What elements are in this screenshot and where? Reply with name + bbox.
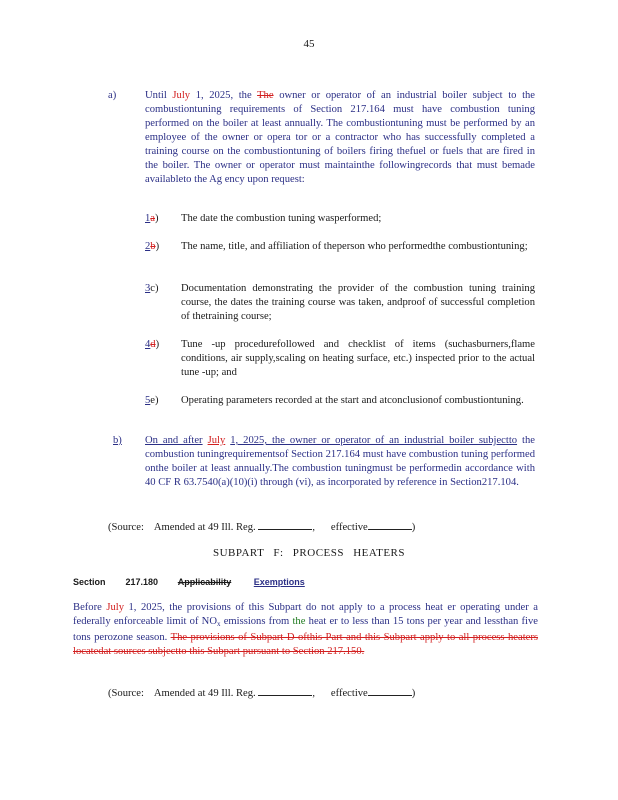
source-2-effective-blank	[368, 685, 412, 696]
item-4-number: 4	[145, 339, 151, 350]
subpart-heading: SUBPART F: PROCESS HEATERS	[212, 547, 406, 559]
section-b-paragraph	[145, 434, 535, 490]
source-2-comma: ,	[312, 688, 316, 699]
item-5-text: Operating parameters recorded at the start and atconclusionof combustiontuning.	[181, 395, 524, 406]
section-a-label: a)	[108, 90, 117, 101]
exemption-text-1: 1, 2025, the provisions of this Subpart do not apply to a process heat er operating under a federally enforceable limit of NO	[73, 602, 538, 627]
item-4-old-letter: d	[150, 339, 156, 350]
item-3-text: Documentation demonstrating the provider of the combustion tuning training course, the dates the training course was taken, andproof of successful completion of thetraining course;	[181, 283, 535, 322]
section-a-date-rest: 1, 2025, the	[195, 90, 252, 101]
item-2-number: 2	[145, 241, 151, 252]
item-5-paren: e)	[150, 395, 159, 406]
exemption-text-2: emissions from	[223, 616, 290, 627]
item-2-old-letter: b	[150, 241, 156, 252]
source-1-prefix: (Source:	[108, 522, 144, 533]
item-5-number: 5	[145, 395, 151, 406]
section-heading-label: Section	[73, 577, 106, 587]
source-1-close: )	[411, 522, 416, 533]
exemption-struck-text: The provisions of Subpart D ofthis Part and this Subpart apply to all process heaters locatedat sources subjectto this Subpart pursuant to Section 217.150.	[73, 632, 539, 657]
source-1-register-blank	[258, 519, 312, 530]
source-2-close: )	[411, 688, 416, 699]
source-1-text: Amended at 49 Ill. Reg.	[153, 522, 256, 533]
item-1-old-letter: a	[150, 213, 155, 224]
source-1-comma: ,	[312, 522, 316, 533]
section-a-until: Until	[145, 90, 167, 101]
item-1-number: 1	[145, 213, 151, 224]
source-2-effective: effective	[330, 688, 368, 699]
source-note-1	[108, 519, 538, 535]
section-b-body: the combustion tuningrequirementsof Section 217.164 must have combustion tuning performed onthe boiler at least annually.The combustion tuningmust be performedin accordance with 40 CF R 63.7540(a)(10)(i) through (vi), as incorporated by reference in Section217.104.	[145, 435, 535, 488]
section-a-body: owner or operator of an industrial boiler subject to the combustiontuning requirements of Section 217.164 must have combustion tuning performed on the boiler at least annually. The combustiontuning must be performed by an employee of the owner or opera tor or a contractor who has successfully completed a training course on the combustiontuning of boilers firing thefuel or fuels that are fired in the boiler. The owner or operator must maintainthe followingrecords that must bemade availableto the Ag ency upon request:	[145, 90, 536, 185]
page-number: 45	[303, 38, 315, 50]
section-b-on-and-after: On and after	[145, 435, 203, 446]
exemption-text-3: heat er to less than 15 tons per year and lessthan five tons perozone season.	[73, 616, 538, 643]
item-1-paren: )	[155, 213, 159, 224]
item-2-text: The name, title, and affiliation of theperson who performedthe combustiontuning;	[181, 241, 528, 252]
section-a-date-inserted: July	[172, 90, 191, 101]
source-2-prefix: (Source:	[108, 688, 144, 699]
section-heading-number: 217.180	[125, 577, 159, 587]
section-a-paragraph	[145, 89, 535, 187]
exemption-nox-subscript: x	[216, 620, 221, 628]
exemption-date-inserted: July	[106, 602, 124, 613]
source-2-text: Amended at 49 Ill. Reg.	[153, 688, 256, 699]
item-3-paren: c)	[150, 283, 159, 294]
item-1-text: The date the combustion tuning wasperformed;	[181, 213, 382, 224]
section-heading-title-new: Exemptions	[253, 577, 305, 587]
source-1-effective: effective	[330, 522, 368, 533]
source-1-effective-blank	[368, 519, 412, 530]
exemption-paragraph	[73, 601, 538, 659]
item-3-number: 3	[145, 283, 151, 294]
section-heading	[73, 575, 316, 589]
item-4-text: Tune -up procedurefollowed and checklist of items (suchasburners,flame conditions, air supply,scaling on heating surface, etc.) inspected prior to the actual tune -up; and	[181, 339, 535, 378]
exemption-the-word: the	[292, 616, 306, 627]
source-note-2	[108, 685, 538, 701]
item-2-paren: )	[155, 241, 160, 252]
item-4-paren: )	[155, 339, 160, 350]
source-2-register-blank	[258, 685, 312, 696]
section-heading-title-struck: Applicability	[177, 577, 232, 587]
section-b-label: b)	[113, 435, 122, 446]
section-b-date-inserted: July	[207, 435, 226, 446]
section-a-struck-word: The	[257, 90, 274, 101]
exemption-before: Before	[73, 602, 102, 613]
section-b-underlined-text: 1, 2025, the owner or operator of an industrial boiler subjectto	[230, 435, 518, 446]
